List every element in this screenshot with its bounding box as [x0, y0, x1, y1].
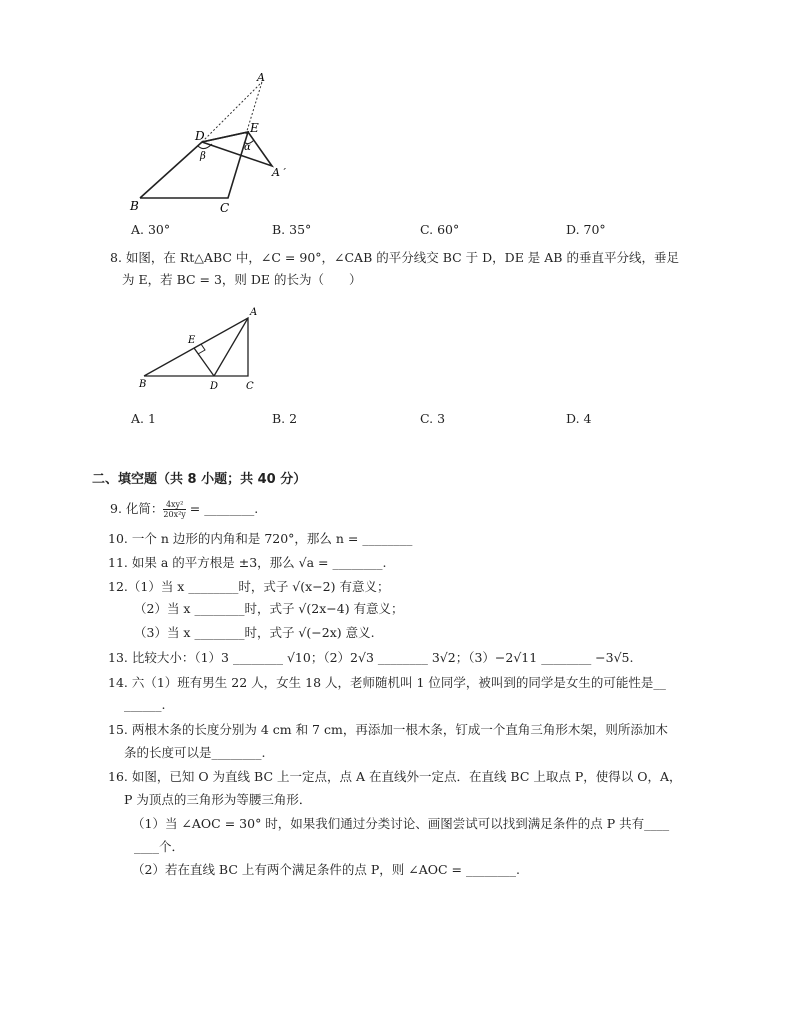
q7-choice-d: D. 70° [566, 222, 606, 237]
q15-line2: 条的长度可以是________. [124, 745, 266, 760]
q7-choice-b: B. 35° [272, 222, 312, 237]
q7-label-E: E [250, 121, 259, 135]
q7-label-B: B [130, 199, 139, 213]
q11-text: 11. 如果 a 的平方根是 ±3，那么 √a = ________. [108, 555, 387, 570]
q8-label-E: E [188, 335, 196, 346]
q12-line2: （2）当 x ________时，式子 √(2x−4) 有意义； [134, 601, 404, 616]
q8-choice-a: A. 1 [131, 411, 156, 426]
q8-choice-c: C. 3 [420, 411, 446, 426]
q7-choice-a: A. 30° [131, 222, 171, 237]
q8-label-B: B [139, 379, 147, 390]
q15-line1: 15. 两根木条的长度分别为 4 cm 和 7 cm，再添加一根木条，钉成一个直角三角形木架，则所添加木 [108, 722, 668, 737]
q9-denominator: 20x²y [163, 510, 186, 519]
q7-label-Aprime: A ′ [272, 166, 286, 179]
q9-numerator: 4xy² [163, 500, 185, 510]
q9-text [110, 500, 258, 519]
q10-text: 10. 一个 n 边形的内角和是 720°，那么 n = ________ [108, 531, 413, 546]
q7-figure [120, 70, 300, 215]
q9-fraction [163, 500, 185, 519]
q12-line1: 12.（1）当 x ________时，式子 √(x−2) 有意义； [108, 579, 390, 594]
q7-label-D: D [195, 129, 205, 143]
q8-figure [132, 303, 262, 395]
q14-line2: ______. [124, 697, 166, 712]
q7-label-A: A [257, 71, 265, 84]
q16-line2: P 为顶点的三角形为等腰三角形． [124, 792, 312, 807]
q16-line4: ____个． [134, 839, 185, 854]
q8-choice-d: D. 4 [566, 411, 592, 426]
q7-label-C: C [220, 201, 230, 215]
q8-label-C: C [246, 381, 254, 392]
q8-text-line1: 8. 如图，在 Rt△ABC 中，∠C = 90°，∠CAB 的平分线交 BC 于 D，DE 是 AB 的垂直平分线，垂足 [110, 250, 679, 265]
q8-choice-b: B. 2 [272, 411, 298, 426]
q14-line1: 14. 六（1）班有男生 22 人，女生 18 人，老师随机叫 1 位同学，被叫到的同学是女生的可能性是__ [108, 675, 666, 690]
q9-prefix: 9. 化简： [110, 501, 164, 516]
q16-line1: 16. 如图，已知 O 为直线 BC 上一定点，点 A 在直线外一定点．在直线 BC 上取点 P，使得以 O，A， [108, 769, 682, 784]
q13-text: 13. 比较大小：（1）3 ________ √10；（2）2√3 ________ 3√2；（3）−2√11 ________ −3√5. [108, 650, 634, 665]
q8-label-A: A [250, 307, 258, 318]
q7-label-alpha: α [244, 142, 251, 153]
q9-suffix: = ________. [185, 501, 259, 516]
q7-label-beta: β [200, 151, 206, 162]
q12-line3: （3）当 x ________时，式子 √(−2x) 意义. [134, 625, 375, 640]
q7-choice-c: C. 60° [420, 222, 460, 237]
q8-text-line2: 为 E，若 BC = 3，则 DE 的长为（ ） [122, 272, 362, 287]
q16-line5: （2）若在直线 BC 上有两个满足条件的点 P，则 ∠AOC = ________. [132, 862, 520, 877]
q16-line3: （1）当 ∠AOC = 30° 时，如果我们通过分类讨论、画图尝试可以找到满足条件的点 P 共有____ [132, 816, 670, 831]
q8-label-D: D [210, 381, 219, 392]
section-2-heading: 二、填空题（共 8 小题；共 40 分） [92, 472, 307, 487]
